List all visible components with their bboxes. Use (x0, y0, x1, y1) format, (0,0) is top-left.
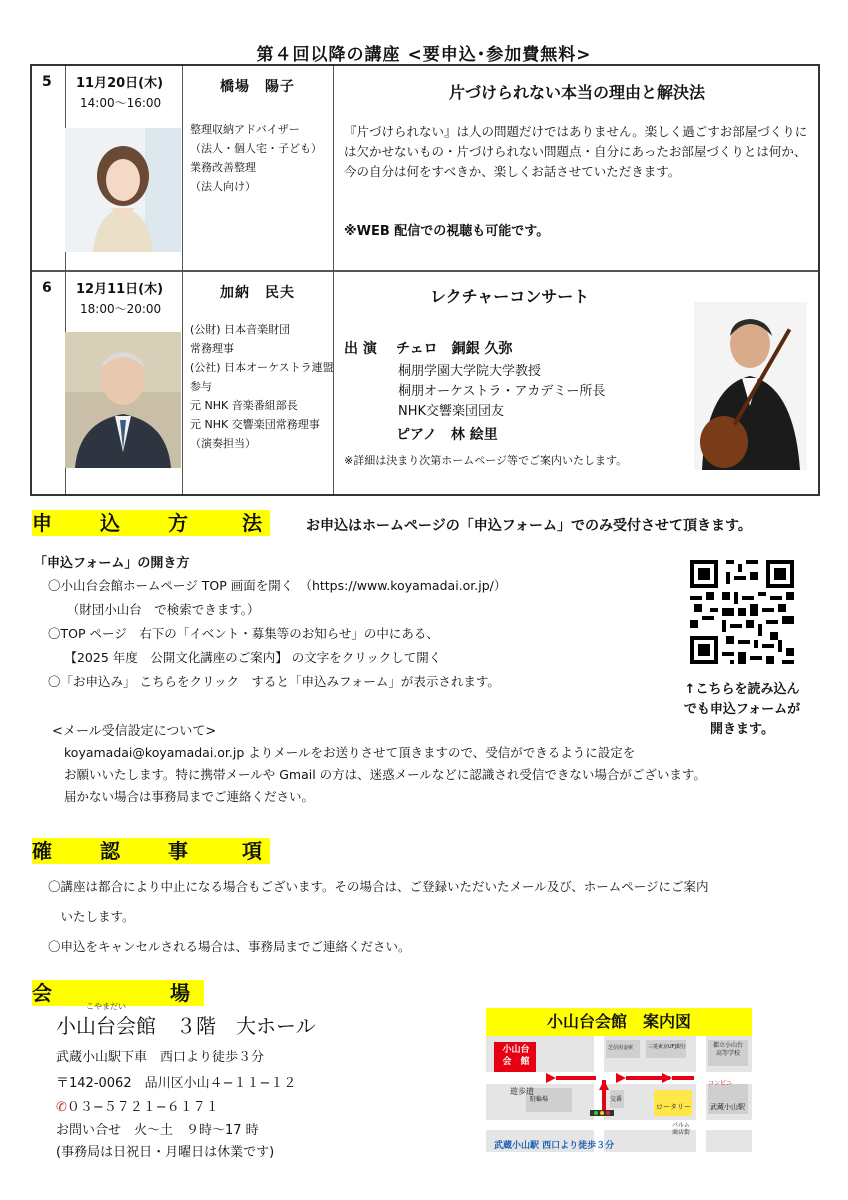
speaker-role: 参与 (190, 380, 212, 393)
map-convenience: コンビニ (708, 1080, 733, 1087)
speaker-role: （法人・個人宅・子ども） (190, 142, 322, 155)
phone-icon: ✆ (56, 1100, 67, 1115)
form-steps (48, 574, 506, 694)
speaker-name: 加納 民夫 (220, 285, 295, 301)
performer-piano: ピアノ 林 絵里 (396, 427, 498, 443)
speaker-role: 整理収納アドバイザー (190, 123, 300, 136)
speaker-role: (公財) 日本音楽財団 (190, 323, 291, 336)
map-hall-label: 小山台 会 館 (502, 1045, 530, 1067)
apply-lead: お申込はホームページの「申込フォーム」でのみ受付させて頂きます。 (306, 518, 752, 534)
qr-caption-line: でも申込フォームが (683, 702, 801, 717)
qr-code[interactable] (690, 560, 794, 664)
lecture-date: 12月11日(木) (76, 282, 164, 297)
lecture-number: 6 (42, 280, 52, 296)
heading-char: 場 (170, 981, 190, 1005)
map-label-small: 交番 (610, 1096, 623, 1103)
performer-role: 桐朋オーケストラ・アカデミー所長 (398, 384, 606, 399)
mail-line: koyamadai@koyamadai.or.jp よりメールをお送りさせて頂きますので、受信ができるように設定を (64, 745, 636, 760)
form-step: 〇「お申込み」 こちらをクリック すると「申込みフォーム」が表示されます。 (48, 674, 500, 689)
heading-char: 方 (168, 511, 188, 535)
lecture-title: 片づけられない本当の理由と解決法 (448, 83, 705, 102)
lecture-time: 18:00〜20:00 (80, 302, 162, 316)
heading-char: 会 (32, 981, 52, 1005)
map-station: 武蔵小山駅 (710, 1103, 745, 1111)
venue-access: 武蔵小山駅下車 西口より徒歩３分 (56, 1050, 265, 1065)
map-footer: 武蔵小山駅 西口より徒歩３分 (494, 1141, 615, 1151)
map-school: 都立小山台 高等学校 (712, 1042, 743, 1057)
speaker-role: （演奏担当） (190, 437, 256, 450)
venue-ruby: こやまだい (86, 1002, 126, 1011)
qr-caption-line: 開きます。 (710, 722, 774, 737)
confirm-notes (48, 872, 808, 962)
form-step: （財団小山台 で検索できます。） (48, 602, 260, 617)
performer-label: 出 演 (344, 341, 377, 357)
confirm-line: いたします。 (48, 909, 135, 924)
form-heading: 「申込フォーム」の開き方 (34, 556, 190, 571)
confirm-heading (32, 838, 270, 864)
details-note: ※詳細は決まり次第ホームページ等でご案内いたします。 (344, 454, 628, 467)
lecture-number: 5 (42, 74, 52, 90)
speaker-roles (190, 320, 335, 453)
web-note: ※WEB 配信での視聴も可能です。 (344, 224, 550, 239)
heading-char: 項 (242, 839, 262, 863)
venue-inquiry: お問い合せ 火〜土 ９時〜17 時 (56, 1123, 259, 1138)
qr-caption-line: ↑こちらを読み込ん (684, 682, 800, 697)
mail-line: 届かない場合は事務局までご連絡ください。 (64, 789, 315, 804)
performer-cello: チェロ 銅銀 久弥 (396, 341, 513, 357)
venue-closed: (事務局は日祝日・月曜日は休業です) (56, 1145, 275, 1160)
heading-char: 申 (32, 511, 52, 535)
speaker-role: 業務改善整理 (190, 161, 256, 174)
speaker-role: (公社) 日本オーケストラ連盟 (190, 361, 334, 374)
lecture-title: レクチャーコンサート (430, 287, 590, 306)
speaker-role: 元 NHK 交響楽団常務理事 (190, 418, 320, 431)
mail-notes (64, 742, 784, 808)
form-step: 〇小山台会館ホームページ TOP 画面を開く （https://www.koyamadai.or.jp/） (48, 578, 507, 593)
heading-char: 込 (100, 511, 120, 535)
venue-phone-row (56, 1096, 219, 1115)
speaker-photo (65, 332, 181, 468)
venue-address: 〒142-0062 品川区小山４−１１−１２ (56, 1076, 297, 1091)
lecture-time: 14:00〜16:00 (80, 96, 162, 110)
speaker-role: （法人向け） (190, 180, 256, 193)
heading-char: 認 (100, 839, 120, 863)
mail-heading: <メール受信設定について> (52, 724, 217, 739)
performer-role: 桐朋学園大学院大学教授 (398, 364, 542, 379)
cellist-photo (694, 302, 807, 470)
lecture-table (30, 64, 820, 496)
speaker-role: 元 NHK 音楽番組部長 (190, 399, 298, 412)
speaker-name: 橋場 陽子 (220, 79, 295, 95)
apply-heading (32, 510, 270, 536)
map-promenade: 遊歩道 (510, 1087, 534, 1096)
form-step: 〇TOP ページ 右下の「イベント・募集等のお知らせ」の中にある、 (48, 626, 439, 641)
venue-phone[interactable]: ０３−５７２１−６１７１ (66, 1100, 219, 1115)
heading-char: 事 (168, 839, 188, 863)
performer-roles (398, 362, 605, 422)
heading-char: 法 (242, 511, 262, 535)
map-rotary: ロータリー (656, 1103, 691, 1111)
confirm-line: 〇申込をキャンセルされる場合は、事務局までご連絡ください。 (48, 939, 411, 954)
speaker-photo (65, 128, 181, 252)
heading-char: 確 (32, 839, 52, 863)
map-title: 小山台会館 案内図 (486, 1008, 752, 1036)
page-title: 第４回以降の講座 <要申込･参加費無料> (256, 45, 592, 65)
map-label-small: 三菱東京UFJ銀行 (648, 1044, 687, 1050)
mail-line: お願いいたします。特に携帯メールや Gmail の方は、迷惑メールなどに認識され受信できない場合がございます。 (64, 767, 706, 782)
performer-role: NHK交響楽団団友 (398, 404, 505, 419)
speaker-roles (190, 120, 330, 196)
map-label-small: 駐輪場 (530, 1096, 549, 1103)
confirm-line: 〇講座は都合により中止になる場合もございます。その場合は、ご登録いただいたメール及び、ホームページにご案内 (48, 879, 709, 894)
venue-name: 小山台会館 ３階 大ホール (56, 1014, 316, 1038)
lecture-date: 11月20日(木) (76, 76, 164, 91)
map-park: パルム 商店街 (672, 1122, 691, 1136)
speaker-role: 常務理事 (190, 342, 234, 355)
map-label-small: 芝信用金庫 (608, 1045, 634, 1051)
form-step: 【2025 年度 公開文化講座のご案内】 の文字をクリックして開く (48, 650, 442, 665)
qr-caption (660, 680, 824, 740)
venue-map (486, 1008, 752, 1152)
lecture-description: 『片づけられない』は人の問題だけではありません。楽しく過ごすお部屋づくりには欠かせないもの・片づけられない問題点・自分にあったお部屋づくりとは何か、今の自分は何をすべきか、楽しくお話させていただきます。 (344, 124, 808, 179)
